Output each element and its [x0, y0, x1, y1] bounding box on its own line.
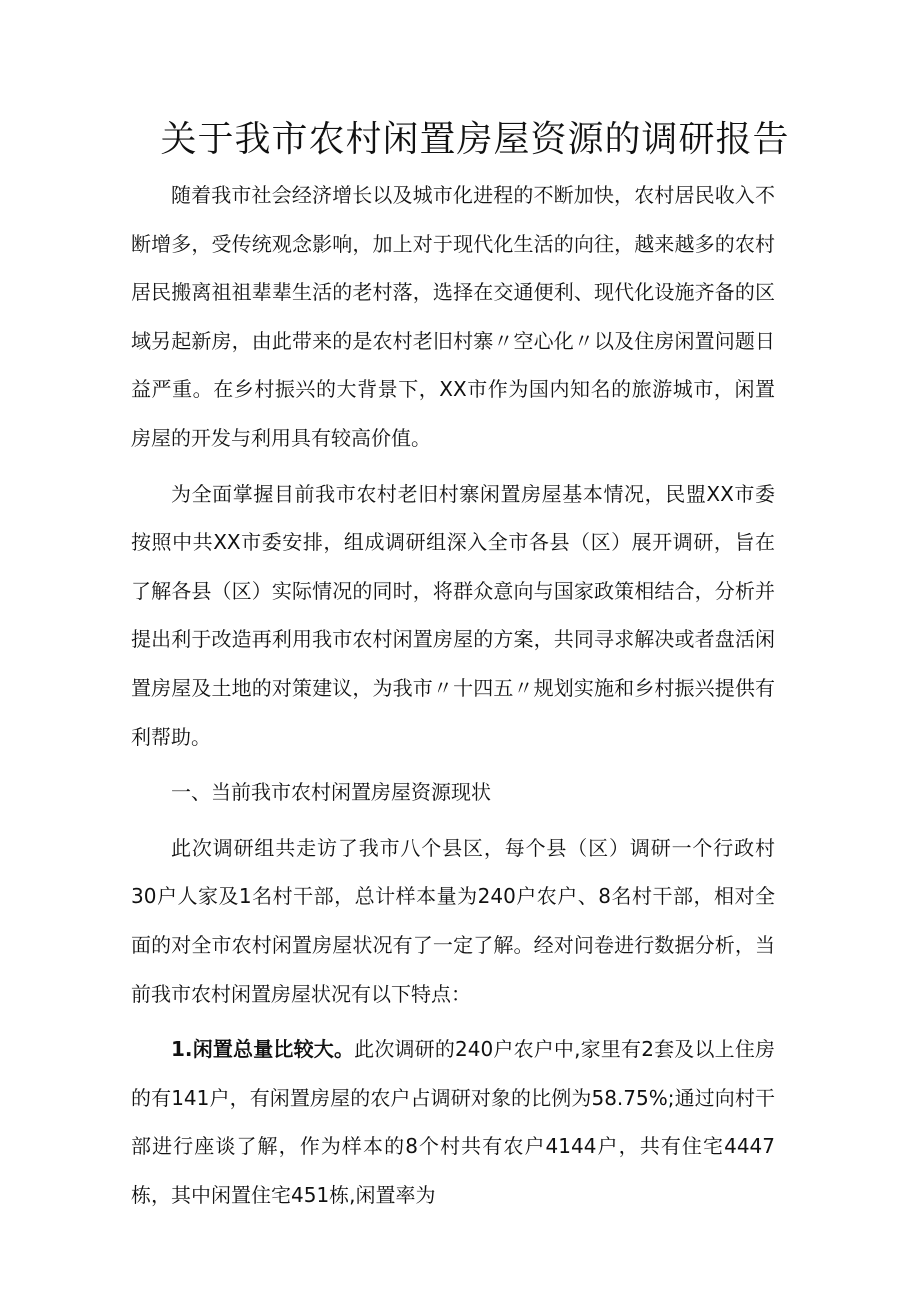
point-1-lead: 1.闲置总量比较大。	[171, 1037, 355, 1062]
point-1-paragraph	[131, 1025, 775, 1219]
document-body	[131, 171, 775, 1226]
section-1-heading: 一、当前我市农村闲置房屋资源现状	[171, 780, 491, 805]
intro-paragraph-2: 为全面掌握目前我市农村老旧村寨闲置房屋基本情况，民盟XX市委按照中共XX市委安排，组成调研组深入全市各县（区）展开调研，旨在了解各县（区）实际情况的同时，将群众意向与国家政策相结合，分析并提出利于改造再利用我市农村闲置房屋的方案，共同寻求解决或者盘活闲置房屋及土地的对策建议，为我市〃十四五〃规划实施和乡村振兴提供有利帮助。	[131, 481, 775, 749]
point-1-text: 此次调研的240户农户中,家里有2套及以上住房的有141户，有闲置房屋的农户占调研对象的比例为58.75%;通过向村干部进行座谈了解，作为样本的8个村共有农户4144户，共有住宅4447栋，其中闲置住宅451栋,闲置率为	[131, 1037, 775, 1207]
section-1-intro-paragraph: 此次调研组共走访了我市八个县区，每个县（区）调研一个行政村30户人家及1名村干部，总计样本量为240户农户、8名村干部，相对全面的对全市农村闲置房屋状况有了一定了解。经对问卷进行数据分析，当前我市农村闲置房屋状况有以下特点：	[131, 835, 775, 1006]
document-title: 关于我市农村闲置房屋资源的调研报告	[160, 119, 790, 160]
intro-paragraph-1: 随着我市社会经济增长以及城市化进程的不断加快，农村居民收入不断增多，受传统观念影响，加上对于现代化生活的向往，越来越多的农村居民搬离祖祖辈辈生活的老村落，选择在交通便利、现代化设施齐备的区域另起新房，由此带来的是农村老旧村寨〃空心化〃以及住房闲置问题日益严重。在乡村振兴的大背景下，XX市作为国内知名的旅游城市，闲置房屋的开发与利用具有较高价值。	[131, 183, 775, 450]
